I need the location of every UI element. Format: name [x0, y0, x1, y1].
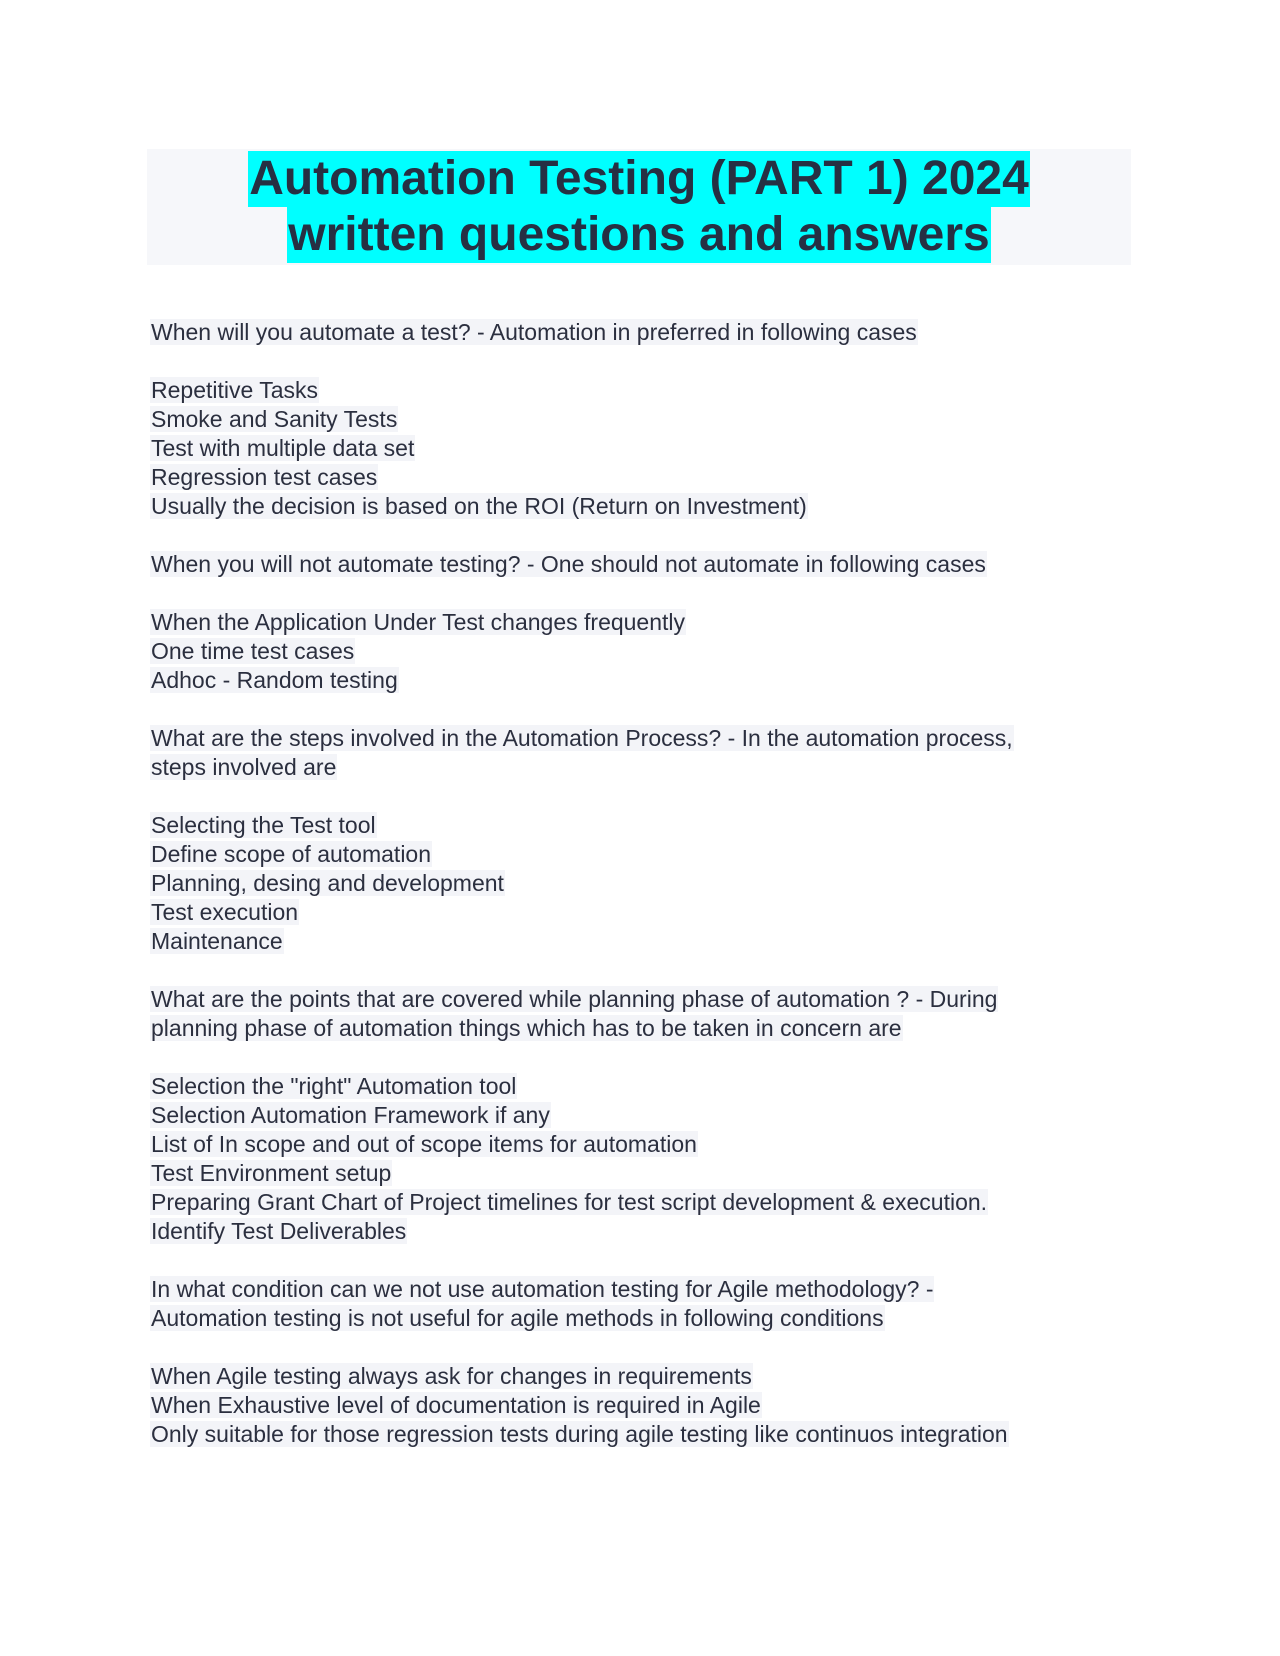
answer-item: Define scope of automation	[151, 841, 432, 867]
question-text: Automation testing is not useful for agile methods in following conditions	[151, 1305, 884, 1331]
question-text: In what condition can we not use automation testing for Agile methodology? -	[151, 1276, 934, 1302]
answer-item: Only suitable for those regression tests during agile testing like continuos integration	[151, 1421, 1008, 1447]
answer-item: Adhoc - Random testing	[151, 667, 398, 693]
qa-section-4	[150, 985, 1110, 1275]
answer-item: Selection Automation Framework if any	[151, 1102, 550, 1128]
question-text: What are the steps involved in the Automation Process? - In the automation process,	[151, 725, 1013, 751]
answer-item: Preparing Grant Chart of Project timelines for test script development & execution.	[151, 1189, 988, 1215]
title-line-2: written questions and answers	[288, 208, 990, 261]
answer-item: Test Environment setup	[151, 1160, 392, 1186]
answer-item: Repetitive Tasks	[151, 377, 319, 403]
title-line-1: Automation Testing (PART 1) 2024	[249, 152, 1029, 205]
document-body	[150, 318, 1110, 1449]
answer-item: When Exhaustive level of documentation is required in Agile	[151, 1392, 761, 1418]
question-text: When will you automate a test? - Automation in preferred in following cases	[151, 319, 917, 345]
answer-item: When the Application Under Test changes frequently	[151, 609, 686, 635]
answer-item: Test with multiple data set	[151, 435, 415, 461]
answer-item: Selecting the Test tool	[151, 812, 376, 838]
qa-section-5	[150, 1275, 1110, 1449]
qa-section-3	[150, 724, 1110, 985]
answer-item: Maintenance	[151, 928, 283, 954]
question-text: What are the points that are covered while planning phase of automation ? - During	[151, 986, 998, 1012]
answer-item: When Agile testing always ask for changes in requirements	[151, 1363, 752, 1389]
question-text: When you will not automate testing? - One should not automate in following cases	[151, 551, 986, 577]
answer-item: Regression test cases	[151, 464, 378, 490]
title-block	[147, 149, 1131, 265]
answer-item: One time test cases	[151, 638, 355, 664]
answer-item: Test execution	[151, 899, 299, 925]
question-text: planning phase of automation things which has to be taken in concern are	[151, 1015, 902, 1041]
qa-section-1	[150, 318, 1110, 550]
answer-item: List of In scope and out of scope items for automation	[151, 1131, 697, 1157]
answer-item: Planning, desing and development	[151, 870, 504, 896]
answer-item: Identify Test Deliverables	[151, 1218, 407, 1244]
answer-item: Smoke and Sanity Tests	[151, 406, 398, 432]
qa-section-2	[150, 550, 1110, 724]
question-text: steps involved are	[151, 754, 337, 780]
answer-item: Selection the "right" Automation tool	[151, 1073, 517, 1099]
answer-item: Usually the decision is based on the ROI (Return on Investment)	[151, 493, 807, 519]
